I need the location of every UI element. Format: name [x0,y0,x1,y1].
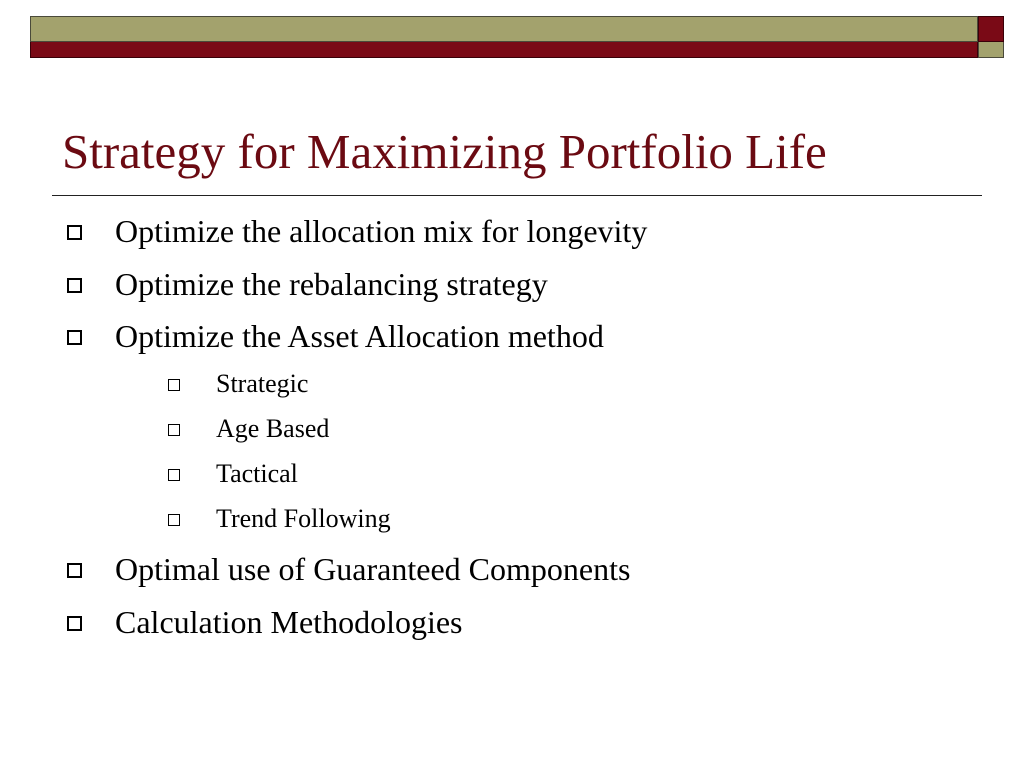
title-divider [52,195,982,196]
sub-list-item [216,457,298,491]
header-olive-bar [30,16,978,42]
list-item [115,316,604,356]
list-item-text: Optimize the Asset Allocation method [115,318,604,354]
square-bullet-icon [67,278,82,293]
list-item-text: Optimize the rebalancing strategy [115,266,548,302]
square-bullet-icon [168,424,180,436]
list-item [115,602,463,642]
square-bullet-icon [67,616,82,631]
square-bullet-icon [168,514,180,526]
header-maroon-bar [30,42,978,58]
square-bullet-icon [168,469,180,481]
sub-list-item [216,502,391,536]
list-item [115,549,630,589]
sub-list-item-text: Strategic [216,369,309,398]
sub-list-item [216,412,329,446]
sub-list-item [216,367,308,401]
list-item-text: Optimize the allocation mix for longevity [115,213,648,249]
header-olive-square [978,42,1004,58]
sub-list-item-text: Trend Following [216,504,391,533]
slide-title: Strategy for Maximizing Portfolio Life [62,124,827,179]
square-bullet-icon [67,225,82,240]
sub-list-item-text: Tactical [216,459,298,488]
sub-list-item-text: Age Based [216,414,330,443]
list-item-text: Optimal use of Guaranteed Components [115,551,631,587]
square-bullet-icon [67,563,82,578]
list-item [115,211,647,251]
header-maroon-square [978,16,1004,42]
list-item [115,264,548,304]
square-bullet-icon [67,330,82,345]
list-item-text: Calculation Methodologies [115,604,463,640]
square-bullet-icon [168,379,180,391]
